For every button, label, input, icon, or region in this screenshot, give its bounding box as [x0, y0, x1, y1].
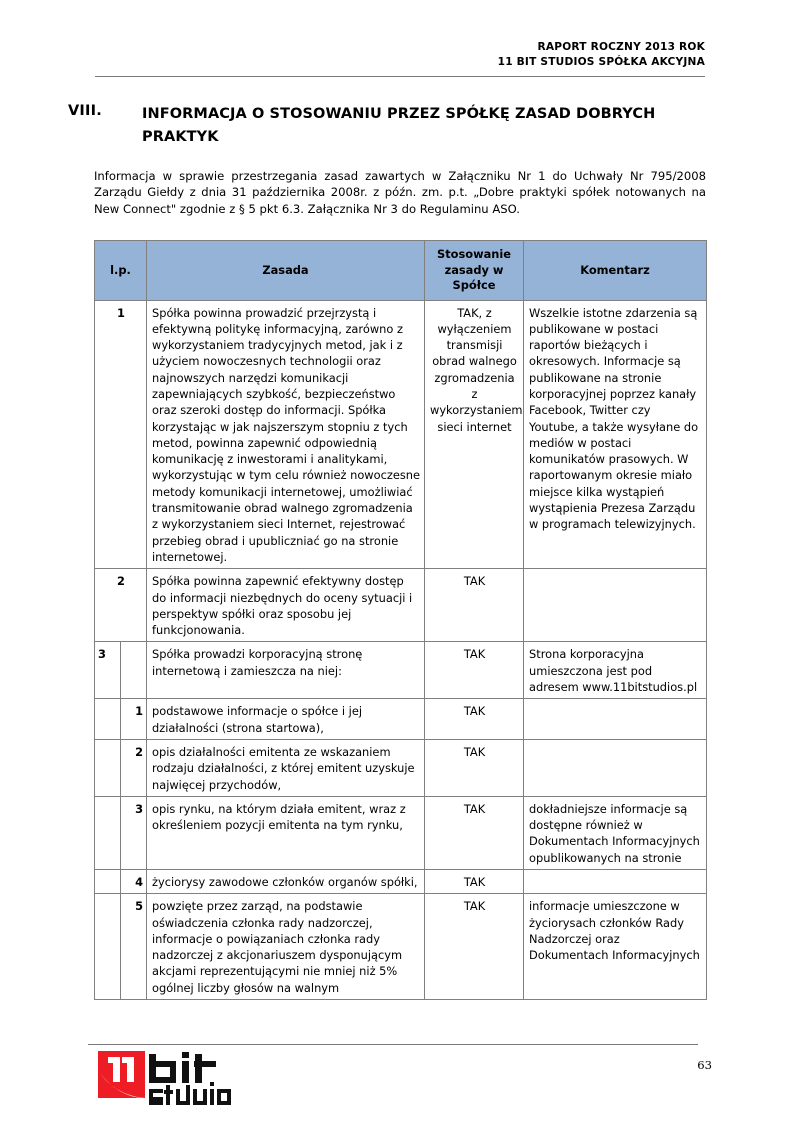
- subrow-zasada: podstawowe informacje o spółce i jej działalności (strona startowa),: [147, 699, 425, 740]
- row-lp: 2: [95, 569, 147, 642]
- row-komentarz: Strona korporacyjna umieszczona jest pod adresem www.11bitstudios.pl: [524, 642, 707, 699]
- subrow-komentarz: [524, 870, 707, 894]
- logo-bit-wordmark: [149, 1052, 216, 1083]
- page-number: 63: [697, 1058, 712, 1072]
- subrow-komentarz: [524, 699, 707, 740]
- table-subrow: [95, 699, 707, 740]
- row-lp: 3: [95, 642, 121, 699]
- table-header-row: [95, 241, 707, 301]
- table-subrow: [95, 894, 707, 1000]
- subrow-lp-outer-empty: [95, 699, 121, 740]
- row-komentarz: [524, 569, 707, 642]
- subrow-lp-outer-empty: [95, 739, 121, 796]
- row-zasada: Spółka prowadzi korporacyjną stronę internetową i zamieszcza na niej:: [147, 642, 425, 699]
- row-stosowanie: TAK: [425, 642, 524, 699]
- col-header-stosowanie: Stosowanie zasady w Spółce: [425, 241, 524, 301]
- row-lp: 1: [95, 300, 147, 569]
- row-komentarz: Wszelkie istotne zdarzenia są publikowane w postaci raportów bieżących i okresowych. Informacje są publikowane na stronie korporacyjnej poprzez kanały Facebook, Twitter czy Youtube, a także wysyłane do mediów w postaci komunikatów prasowych. W raportowanym okresie miało miejsce kilka wystąpień wystąpienia Prezesa Zarządu w programach telewizyjnych.: [524, 300, 707, 569]
- subrow-lp: 1: [121, 699, 147, 740]
- table-row: [95, 300, 707, 569]
- subrow-zasada: opis rynku, na którym działa emitent, wraz z określeniem pozycji emitenta na tym rynku,: [147, 796, 425, 869]
- subrow-lp: 5: [121, 894, 147, 1000]
- subrow-stosowanie: TAK: [425, 796, 524, 869]
- section-heading: [68, 103, 708, 149]
- subrow-zasada: życiorysy zawodowe członków organów spółki,: [147, 870, 425, 894]
- col-header-lp: l.p.: [95, 241, 147, 301]
- intro-paragraph: Informacja w sprawie przestrzegania zasad zawartych w Załączniku Nr 1 do Uchwały Nr 795/2008 Zarządu Giełdy z dnia 31 października 2008r. z późn. zm. p.t. „Dobre praktyki spółek notowanych na New Connect" zgodnie z § 5 pkt 6.3. Załącznika Nr 3 do Regulaminu ASO.: [94, 169, 706, 216]
- subrow-stosowanie: TAK: [425, 739, 524, 796]
- good-practices-table: [94, 240, 707, 1000]
- subrow-lp: 4: [121, 870, 147, 894]
- subrow-lp-outer-empty: [95, 894, 121, 1000]
- subrow-zasada: opis działalności emitenta ze wskazaniem rodzaju działalności, z której emitent uzyskuje najwięcej przychodów,: [147, 739, 425, 796]
- subrow-komentarz: dokładniejsze informacje są dostępne również w Dokumentach Informacyjnych opublikowanych na stronie: [524, 796, 707, 869]
- row-stosowanie: TAK: [425, 569, 524, 642]
- col-header-komentarz: Komentarz: [524, 241, 707, 301]
- header-line-1: RAPORT ROCZNY 2013 ROK: [537, 41, 705, 53]
- table-subrow: [95, 739, 707, 796]
- subrow-komentarz: [524, 739, 707, 796]
- subrow-lp-outer-empty: [95, 870, 121, 894]
- subrow-komentarz: informacje umieszczone w życiorysach członków Rady Nadzorczej oraz Dokumentach Informacyjnych: [524, 894, 707, 1000]
- subrow-lp: 3: [121, 796, 147, 869]
- page-title: INFORMACJA O STOSOWANIU PRZEZ SPÓŁKĘ ZASAD DOBRYCH PRAKTYK: [142, 106, 656, 145]
- row-stosowanie: TAK, z wyłączeniem transmisji obrad walnego zgromadzenia z wykorzystaniem sieci internet: [425, 300, 524, 569]
- table-row: [95, 569, 707, 642]
- subrow-stosowanie: TAK: [425, 894, 524, 1000]
- footer-divider: [88, 1044, 698, 1045]
- section-number: VIII.: [68, 103, 102, 119]
- table-subrow: [95, 796, 707, 869]
- subrow-stosowanie: TAK: [425, 699, 524, 740]
- running-header: [95, 40, 705, 69]
- subrow-zasada: powzięte przez zarząd, na podstawie oświadczenia członka rady nadzorczej, informacje o powiązaniach członka rady nadzorczej z akcjonariuszem dysponującym akcjami reprezentującymi nie mniej niż 5% ogólnej liczby głosów na walnym: [147, 894, 425, 1000]
- header-divider: [95, 76, 705, 77]
- table-subrow: [95, 870, 707, 894]
- logo-red-square: [98, 1051, 145, 1098]
- 11bit-studios-logo: [98, 1051, 234, 1117]
- subrow-lp-outer-empty: [95, 796, 121, 869]
- row-lp-sub-empty: [121, 642, 147, 699]
- header-line-2: 11 BIT STUDIOS SPÓŁKA AKCYJNA: [497, 55, 705, 68]
- subrow-stosowanie: TAK: [425, 870, 524, 894]
- subrow-lp: 2: [121, 739, 147, 796]
- row-zasada: Spółka powinna prowadzić przejrzystą i efektywną politykę informacyjną, zarówno z wykorzystaniem tradycyjnych metod, jak i z użyciem nowoczesnych technologii oraz najnowszych narzędzi komunikacji zapewniających szybkość, bezpieczeństwo oraz szeroki dostęp do informacji. Spółka korzystając w jak najszerszym stopniu z tych metod, powinna zapewnić odpowiednią komunikację z inwestorami i analitykami, wykorzystując w tym celu również nowoczesne metody komunikacji internetowej, umożliwiać transmitowanie obrad walnego zgromadzenia z wykorzystaniem sieci Internet, rejestrować przebieg obrad i upubliczniać go na stronie internetowej.: [147, 300, 425, 569]
- col-header-zasada: Zasada: [147, 241, 425, 301]
- table-row: [95, 642, 707, 699]
- logo-studios-wordmark: [149, 1082, 231, 1105]
- row-zasada: Spółka powinna zapewnić efektywny dostęp do informacji niezbędnych do oceny sytuacji i perspektyw spółki oraz sposobu jej funkcjonowania.: [147, 569, 425, 642]
